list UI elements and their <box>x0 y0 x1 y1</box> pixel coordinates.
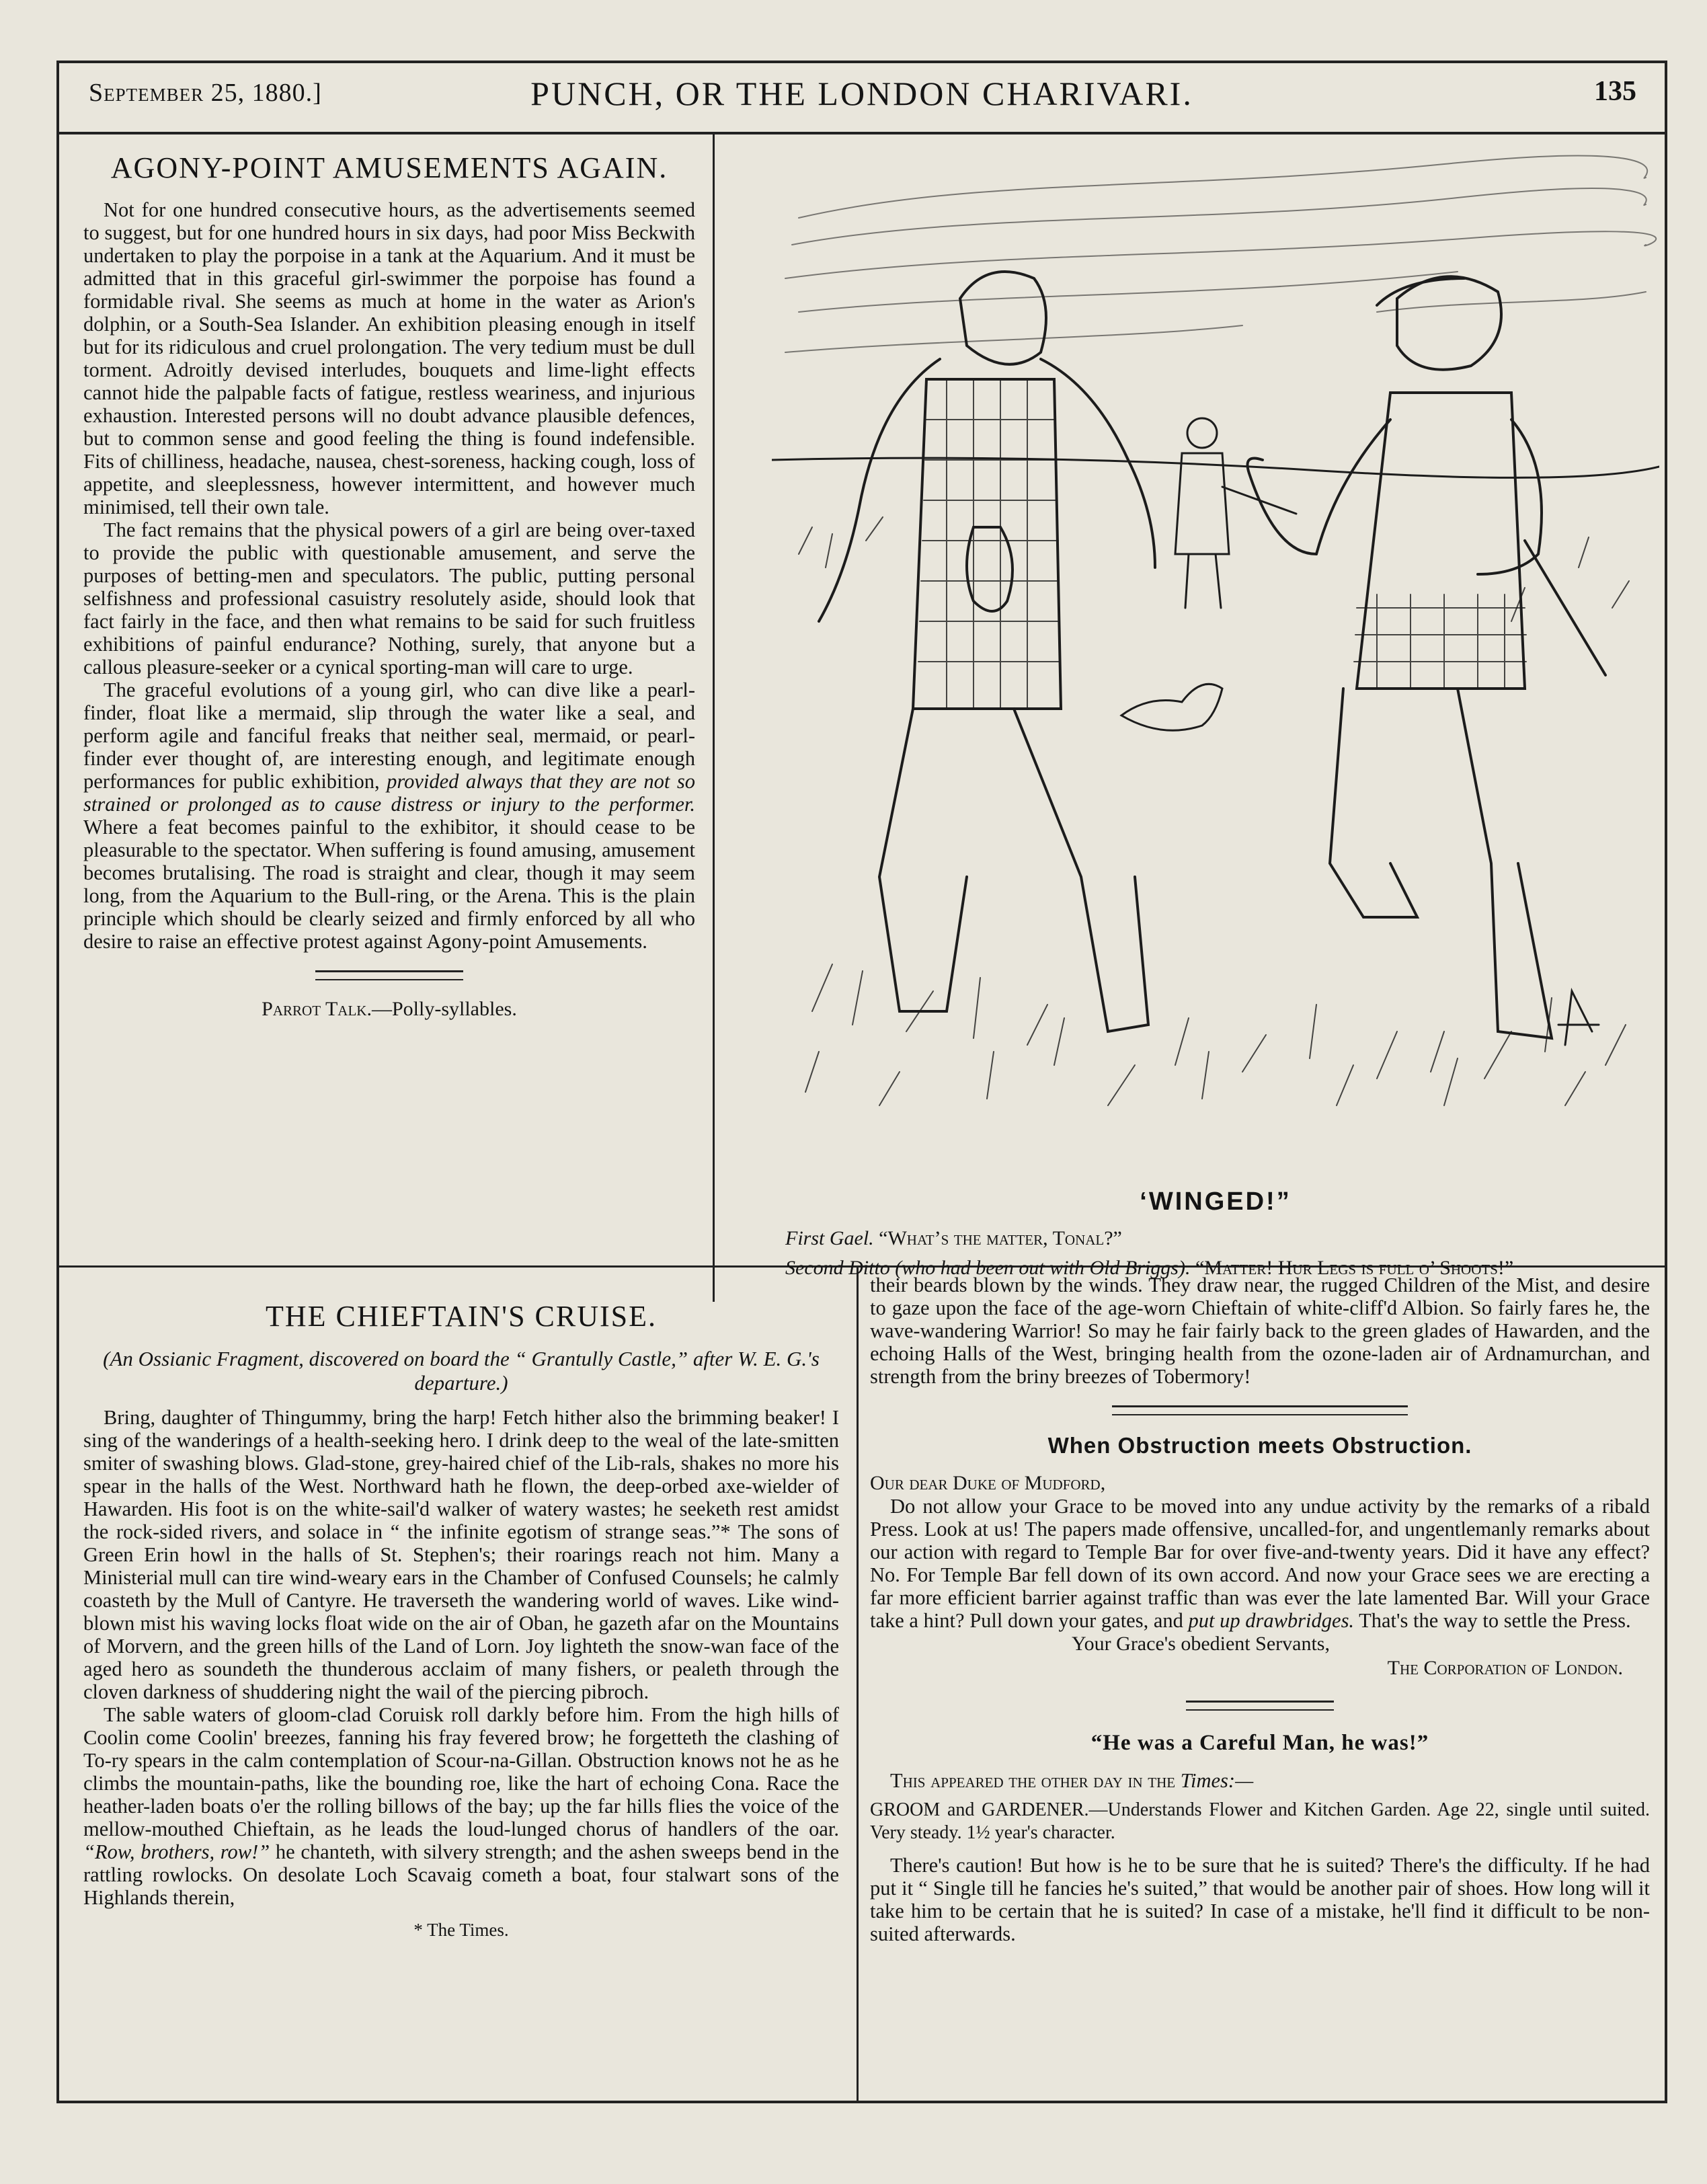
article-paragraph: Bring, daughter of Thingummy, bring the harp! Fetch hither also the brimming beaker! I sing of the wanderings of a health-seeking hero. I drink deep to the weal of the late-smitten smiter of swashing blows. Glad-stone, grey-haired chief of the Lib-rals, shakes no more his spear in the halls of the West. Northward hath he flown, the deep-orbed axe-wielder of Hawarden. His foot is on the white-sail'd walker of watery wastes; he seeketh rest amidst the rock-sided rivers, and solace in “ the infinite egotism of strange seas.”* The sons of Green Erin howl in the halls of St. Stephen's; their roarings reach not him. Many a Ministerial mull can tire wind-weary ears in the Chamber of Confused Counsels; he calmly coasteth by the Mull of Cantyre. He traverseth the wandering world of waves. Like wind-blown mist his waving locks float wide on the air of Oban, he gazeth afar on the Mountains of Morvern, and the green hills of the Land of Lorn. Joy lighteth the snow-wan face of the aged hero as soundeth the thunderous acclaim of many fishers, or pealeth through the cloven darkness of shuddering night the wail of the piercing pibroch. <box>83 1406 839 1703</box>
careful-title: “He was a Careful Man, he was!” <box>1090 1731 1429 1755</box>
article-paragraph: The fact remains that the physical powers of a girl are being over-taxed to provide the public with questionable amusement, and serve the purposes of betting-men and speculators. The public, putting personal selfishness and professional casuistry resolutely aside, should look that fact fairly in the face, and then what remains to be said for such fruitless exhibitions of painful endurance? Nothing, surely, that anyone but a callous pleasure-seeker or a cynical sporting-man will care to urge. <box>83 518 695 678</box>
cartoon-illustration <box>772 137 1659 1186</box>
caption-line <box>785 1224 1659 1253</box>
italic-text: “Row, brothers, row!” <box>83 1840 270 1863</box>
artist-monogram <box>1558 991 1599 1045</box>
newspaper-page <box>56 61 1667 2103</box>
dog <box>1121 684 1222 730</box>
italic-text: put up drawbridges. <box>1188 1609 1355 1632</box>
second-gael <box>1248 276 1606 1038</box>
italic-text: Times:— <box>1180 1769 1254 1792</box>
article-paragraph: their beards blown by the winds. They draw near, the rugged Children of the Mist, and desire to gaze upon the face of the age-worn Chieftain of white-cliff'd Albion. So fairly fares he, the wave-wandering Warrior! So may he fair fairly back to the green glades of Hawarden, and the echoing Halls of the West, bringing health from the ozone-laden air of Ardnamurchan, and strength from the briny breezes of Tobermory! <box>870 1274 1650 1388</box>
paragraph-text: Do not allow your Grace to be moved into any undue activity by the remarks of a ribald Press. Look at us! The papers made offensive, uncalled-for, and ungentlemanly remarks about our action with regard to Temple Bar for over five-and-twenty years. Did it have any effect? No. For Temple Bar fell down of its own accord. And now your Grace sees we are erecting a far more efficient barrier against traffic than was ever the late lamented Bar. Will your Grace take a hint? Pull down your gates, and <box>870 1495 1650 1632</box>
letter-closing: Your Grace's obedient Servants, <box>1072 1633 1330 1655</box>
column-rule-top <box>713 132 715 1302</box>
page-number: 135 <box>1594 76 1636 107</box>
parrot-text: —Polly-syllables. <box>371 998 517 1020</box>
distant-gamekeeper <box>1175 418 1296 608</box>
issue-date: September 25, 1880.] <box>89 79 322 107</box>
right-column <box>870 1274 1650 1945</box>
page-header <box>59 63 1665 134</box>
salutation: Our dear Duke of Mudford, <box>870 1472 1106 1494</box>
article-paragraph <box>83 678 695 953</box>
letter-signature: The Corporation of London. <box>1387 1657 1623 1679</box>
paragraph-text: he chanteth, with silvery strength; and the ashen sweeps bend in the rattling rowlocks. On desolate Loch Scavaig cometh a boat, four stalwart sons of the Highlands therein, <box>83 1840 839 1909</box>
parrot-label: Parrot Talk. <box>262 998 372 1020</box>
chieftain-article <box>83 1299 839 1941</box>
article-paragraph: Not for one hundred consecutive hours, as the advertisements seemed to suggest, but for one hundred hours in six days, had poor Miss Beckwith undertaken to play the porpoise in a tank at the Aquarium. And it must be admitted that in this graceful girl-swimmer the porpoise has found a formidable rival. She seems as much at home in the water as Arion's dolphin, or a South-Sea Islander. An exhibition pleasing enough in itself but for its ridiculous and cruel prolongation. The very tedium must be dull torment. Adroitly devised interludes, bouquets and lime-light effects cannot hide the palpable facts of fatigue, restless weariness, and injurious exhaustion. Interested persons will no doubt advance plausible defences, but to common sense and good feeling the thing is found indefensible. Fits of chilliness, headache, nausea, chest-soreness, hacking cough, loss of appetite, and sleeplessness, however intermittent, and however much minimised, tell their own tale. <box>83 198 695 518</box>
speaker: Second Ditto (who had been out with Old Briggs). <box>785 1257 1191 1279</box>
paragraph-text: The graceful evolutions of a young girl, who can dive like a pearl-finder, float like a mermaid, slip through the water like a seal, and perform agile and fanciful freaks that neither seal, mermaid, or pearl-finder ever thought of, are interesting enough, and legitimate enough performances for public exhibition, <box>83 678 695 793</box>
paragraph-text: This appeared the other day in the <box>890 1769 1176 1792</box>
intro-line <box>870 1769 1650 1792</box>
first-gael <box>819 272 1155 1031</box>
article-subtitle: (An Ossianic Fragment, discovered on board the “ Grantully Castle,” after W. E. G.'s departure.) <box>103 1347 820 1395</box>
article-paragraph: There's caution! But how is he to be sure that he is suited? There's the difficulty. If he had put it “ Single till he fancies he's suited,” that would be another pair of shoes. How long will it take him to be certain that he is suited? In case of a mistake, he'll find it difficult to be non-suited afterwards. <box>870 1854 1650 1945</box>
paragraph-text: The sable waters of gloom-clad Coruisk roll darkly before him. From the high hills of Coolin come Coolin' breezes, fanning his fray fevered brow; he forgetteth the clashing of To-ry spears in the calm contemplation of Scour-na-Gillan. Obstruction knows not he as he climbs the mountain-paths, like the bounding roe, like the hart of echoing Cona. Race the heather-laden boats o'er the rolling billows of the bay; up the far hills flies the voice of the mellow-mouthed Chieftain, as he leads the loud-lunged chorus of handlers of the oar. <box>83 1703 839 1840</box>
speech: “What’s the matter, Tonal?” <box>879 1227 1122 1249</box>
footnote: * The Times. <box>413 1920 509 1940</box>
ornamental-rule <box>1186 1701 1334 1711</box>
speaker: First Gael. <box>785 1227 874 1249</box>
masthead-title: PUNCH, OR THE LONDON CHARIVARI. <box>530 75 1193 112</box>
article-title: AGONY-POINT AMUSEMENTS AGAIN. <box>110 151 668 184</box>
obstruction-title: When Obstruction meets Obstruction. <box>1047 1433 1472 1458</box>
parrot-talk <box>83 998 695 1021</box>
speech: “Matter! Hur Legs is full o’ Shoots!” <box>1195 1257 1514 1279</box>
paragraph-text: That's the way to settle the Press. <box>1359 1609 1631 1632</box>
agony-article <box>83 151 695 1021</box>
ornamental-rule <box>1112 1405 1408 1415</box>
letter-body <box>870 1495 1650 1632</box>
italic-text: provided always that they are not so strained or prolonged as to cause distress or injury to the performer. <box>83 770 696 816</box>
ornamental-rule <box>315 970 463 980</box>
advertisement: GROOM and GARDENER.—Understands Flower and Kitchen Garden. Age 22, single until suited. Very steady. 1½ year's character. <box>870 1799 1650 1843</box>
column-rule-bottom <box>857 1267 859 2103</box>
cartoon-title: ‘WINGED!” <box>1140 1187 1292 1216</box>
sky-hatching <box>785 156 1656 352</box>
article-paragraph <box>83 1703 839 1909</box>
paragraph-text: Where a feat becomes painful to the exhibitor, it should cease to be pleasurable to the spectator. When suffering is found amusing, amusement becomes brutalising. The road is straight and clear, though it may seem long, from the Aquarium to the Bull-ring, or the Arena. This is the plain principle which should be clearly seized and firmly enforced by all who desire to raise an effective protest against Agony-point Amusements. <box>83 816 695 953</box>
article-title: THE CHIEFTAIN'S CRUISE. <box>265 1300 658 1333</box>
